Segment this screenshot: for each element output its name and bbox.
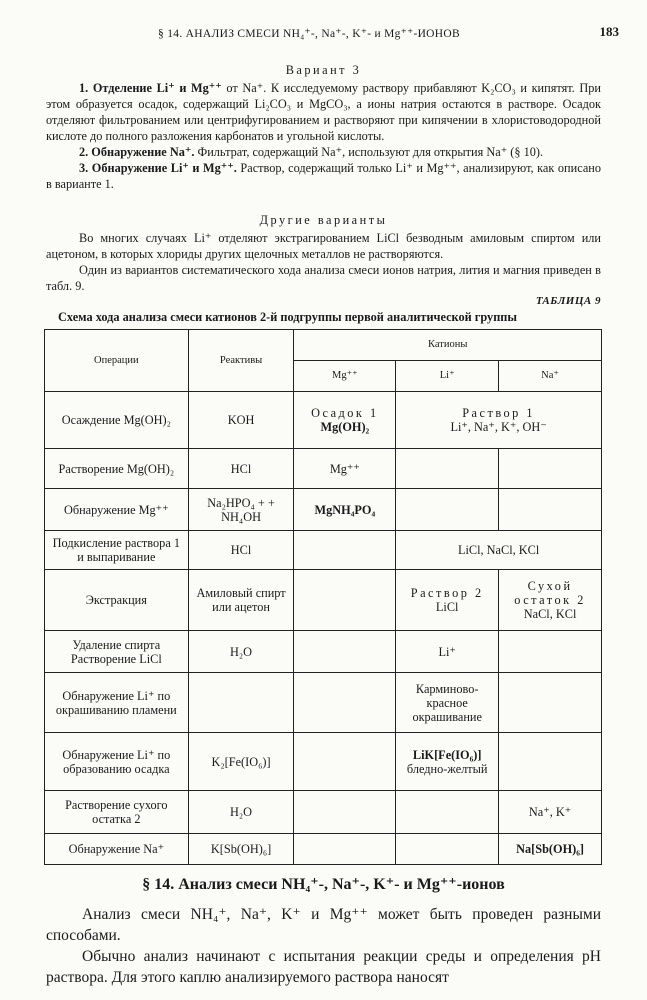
row-na-cell [499,631,602,673]
page-header [28,26,619,46]
variant3-para-3-text: Раствор, содержащий только Li⁺ и Mg⁺⁺, анализируют, как описано в варианте 1. [46,161,602,191]
table-title: Схема хода анализа смеси катионов 2-й подгруппы первой аналитической группы [58,310,517,324]
row-li-cell: Карминово-красное окрашивание [396,673,499,733]
table-row [45,791,602,834]
table-row [45,449,602,489]
row-mg-cell [294,791,396,834]
row-na-cell [499,449,602,489]
row-mg-cell [294,570,396,631]
row-operation: Экстракция [45,570,189,631]
row-na-cell [499,570,602,631]
variant3-body [46,80,601,192]
analysis-scheme-table [44,329,602,865]
col-na-header: Na⁺ [499,361,602,392]
row-operation: Обнаружение Na⁺ [45,834,189,865]
row-mg-cell [294,733,396,791]
variant3-title: Вариант 3 [285,63,362,77]
col-operations-header: Операции [45,330,189,392]
row-li-cell [396,489,499,531]
table-label: ТАБЛИЦА 9 [535,295,601,307]
row-mg-cell [294,834,396,865]
row-li-cell [396,791,499,834]
row-reagent: Na₂HPO₄ + + NH₄OH [188,489,294,531]
variant3-para-1-label: 1. Отделение Li⁺ и Mg⁺⁺ [79,81,222,95]
other-variants-title: Другие варианты [259,213,388,227]
row-reagent: KOH [188,392,294,449]
page-number: 183 [599,24,619,39]
section-heading: § 14. Анализ смеси NH₄⁺-, Na⁺-, K⁺- и Mg⁺⁺-ионов [142,876,505,893]
section-para-2: Обычно анализ начинают с испытания реакции среды и определения pH раствора. Для этого каплю анализируемого раствора наносят [46,948,601,986]
row-na-cell [499,733,602,791]
solution2-label: Раствор 2 [410,586,484,600]
row-operation: Обнаружение Li⁺ по окрашиванию пламени [45,673,189,733]
row-li-cell [396,449,499,489]
table-row [45,631,602,673]
row-reagent: H₂O [188,791,294,834]
row-reagent [188,673,294,733]
other-para-1: Во многих случаях Li⁺ отделяют экстрагированием LiCl безводным амиловым спиртом или ацетоном, в которых хлориды других щелочных металлов не растворяются. [46,231,601,261]
row-mg-cell [294,631,396,673]
row-mg-cell [294,531,396,570]
row-mg-cell: MgNH₄PO₄ [294,489,396,531]
variant3-para-2 [46,144,601,160]
row-li-cell [396,733,499,791]
variant3-para-2-text: Фильтрат, содержащий Na⁺, используют для открытия Na⁺ (§ 10). [194,145,544,159]
table-row [45,733,602,791]
other-variants-body [46,230,601,294]
solution2-formula: LiCl [435,600,459,614]
table-row [45,673,602,733]
solution-ions: Li⁺, Na⁺, K⁺, OH⁻ [450,420,547,434]
li-precipitate-color: бледно-желтый [406,761,488,776]
precipitate-formula: Mg(OH)₂ [320,420,370,434]
row-mg-cell [294,673,396,733]
row-li-cell: Li⁺ [396,631,499,673]
row-na-cell [499,489,602,531]
col-li-header: Li⁺ [396,361,499,392]
section-body [46,904,601,988]
row-operation: Удаление спирта Растворение LiCl [45,631,189,673]
variant3-para-1 [46,80,601,144]
variant3-para-3 [46,160,601,192]
row-na-cell: Na[Sb(OH)₆] [499,834,602,865]
precipitate-label: Осадок 1 [311,406,379,420]
row-li-na-cell [396,392,602,449]
table-row [45,489,602,531]
residue-formula: NaCl, KCl [523,607,577,621]
row-operation: Подкисление раствора 1 и выпаривание [45,531,189,570]
row-li-na-cell: LiCl, NaCl, KCl [396,531,602,570]
variant3-para-3-label: 3. Обнаружение Li⁺ и Mg⁺⁺. [79,161,237,175]
running-title: § 14. АНАЛИЗ СМЕСИ NH₄⁺-, Na⁺-, K⁺- и Mg⁺⁺-ИОНОВ [158,28,460,40]
li-precipitate-formula: LiK[Fe(IO₆)] [412,747,482,762]
row-reagent: K[Sb(OH)₆] [188,834,294,865]
solution-label: Раствор 1 [462,406,536,420]
row-operation: Осаждение Mg(OH)₂ [45,392,189,449]
row-reagent: H₂O [188,631,294,673]
variant3-para-1-text: от Na⁺. К исследуемому раствору прибавляют K₂CO₃ и кипятят. При этом образуется осадок, содержащий Li₂CO₃ и MgCO₃, а ионы натрия остаются в растворе. Осадок отделяют фильтрованием или центрифугированием и растворяют при кипячении в хлористоводородной кислоте до полного разложения карбонатов и угольной кислоты. [46,81,601,143]
variant3-para-2-label: 2. Обнаружение Na⁺. [79,145,195,159]
col-cations-header: Катионы [294,330,602,361]
row-reagent: Амиловый спирт или ацетон [188,570,294,631]
col-reagents-header: Реактивы [188,330,294,392]
section-para-1: Анализ смеси NH₄⁺, Na⁺, K⁺ и Mg⁺⁺ может быть проведен разными способами. [46,906,601,944]
row-operation: Растворение сухого остатка 2 [45,791,189,834]
table-row [45,834,602,865]
residue-label: Сухой остаток 2 [514,579,586,607]
col-mg-header: Mg⁺⁺ [294,361,396,392]
row-na-cell: Na⁺, K⁺ [499,791,602,834]
row-operation: Обнаружение Li⁺ по образованию осадка [45,733,189,791]
row-operation: Растворение Mg(OH)₂ [45,449,189,489]
row-mg-cell [294,392,396,449]
row-reagent: K₂[Fe(IO₆)] [188,733,294,791]
other-para-2: Один из вариантов систематического хода анализа смеси ионов натрия, лития и магния приведен в табл. 9. [46,263,601,293]
table-row [45,570,602,631]
row-na-cell [499,673,602,733]
table-row [45,392,602,449]
row-li-cell [396,570,499,631]
row-reagent: HCl [188,449,294,489]
row-reagent: HCl [188,531,294,570]
table-row [45,531,602,570]
row-mg-cell: Mg⁺⁺ [294,449,396,489]
row-li-cell [396,834,499,865]
row-operation: Обнаружение Mg⁺⁺ [45,489,189,531]
